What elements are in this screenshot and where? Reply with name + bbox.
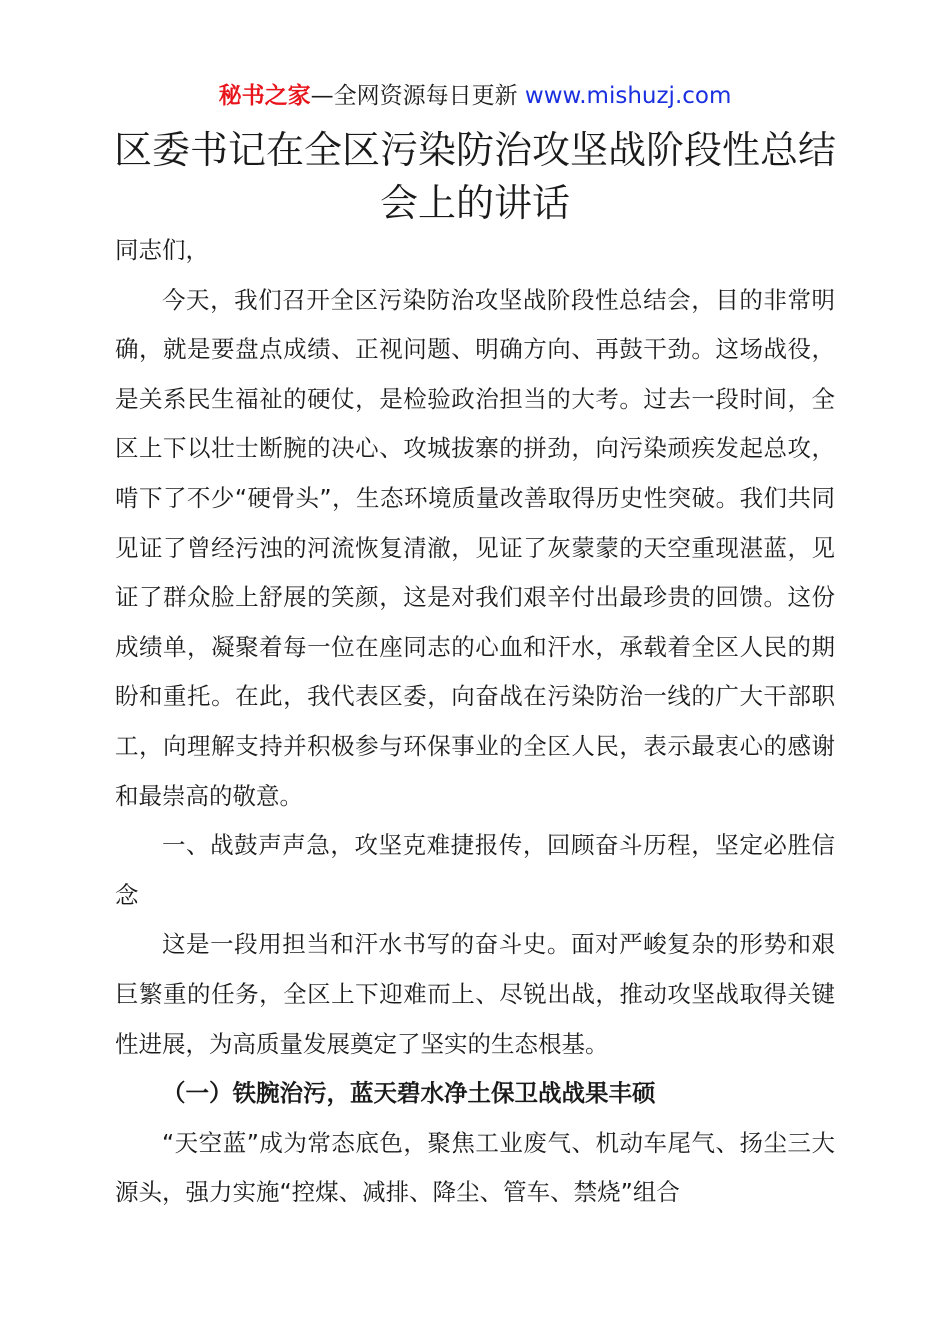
paragraph: 今天，我们召开全区污染防治攻坚战阶段性总结会，目的非常明确，就是要盘点成绩、正视问题、明确方向、再鼓干劲。这场战役，是关系民生福祉的硬仗，是检验政治担当的大考。过去一段时间，全区上下以壮士断腕的决心、攻城拔寨的拼劲，向污染顽疾发起总攻，啃下了不少“硬骨头”，生态环境质量改善取得历史性突破。我们共同见证了曾经污浊的河流恢复清澈，见证了灰蒙蒙的天空重现湛蓝，见证了群众脸上舒展的笑颜，这是对我们艰辛付出最珍贵的回馈。这份成绩单，凝聚着每一位在座同志的心血和汗水，承载着全区人民的期盼和重托。在此，我代表区委，向奋战在污染防治一线的广大干部职工，向理解支持并积极参与环保事业的全区人民，表示最衷心的感谢和最崇高的敬意。 [115,285,835,810]
brand-name: 秘书之家 [218,83,311,109]
salutation: 同志们， [115,236,209,264]
site-url[interactable]: www.mishuzj.com [524,83,732,109]
subsection-heading: （一）铁腕治污，蓝天碧水净土保卫战战果丰硕 [162,1079,656,1108]
document-title: 区委书记在全区污染防治攻坚战阶段性总结会上的讲话 [113,128,836,225]
paragraph: 这是一段用担当和汗水书写的奋斗史。面对严峻复杂的形势和艰巨繁重的任务，全区上下迎难而上、尽锐出战，推动攻坚战取得关键性进展，为高质量发展奠定了坚实的生态根基。 [115,930,835,1058]
document-body [115,226,835,1218]
paragraph: “天空蓝”成为常态底色，聚焦工业废气、机动车尾气、扬尘三大源头，强力实施“控煤、减排、降尘、管车、禁烧”组合 [115,1128,835,1207]
header-banner [0,80,950,112]
header-tagline: —全网资源每日更新 [310,83,525,109]
section-heading: 一、战鼓声声急，攻坚克难捷报传，回顾奋斗历程，坚定必胜信念 [115,831,835,909]
